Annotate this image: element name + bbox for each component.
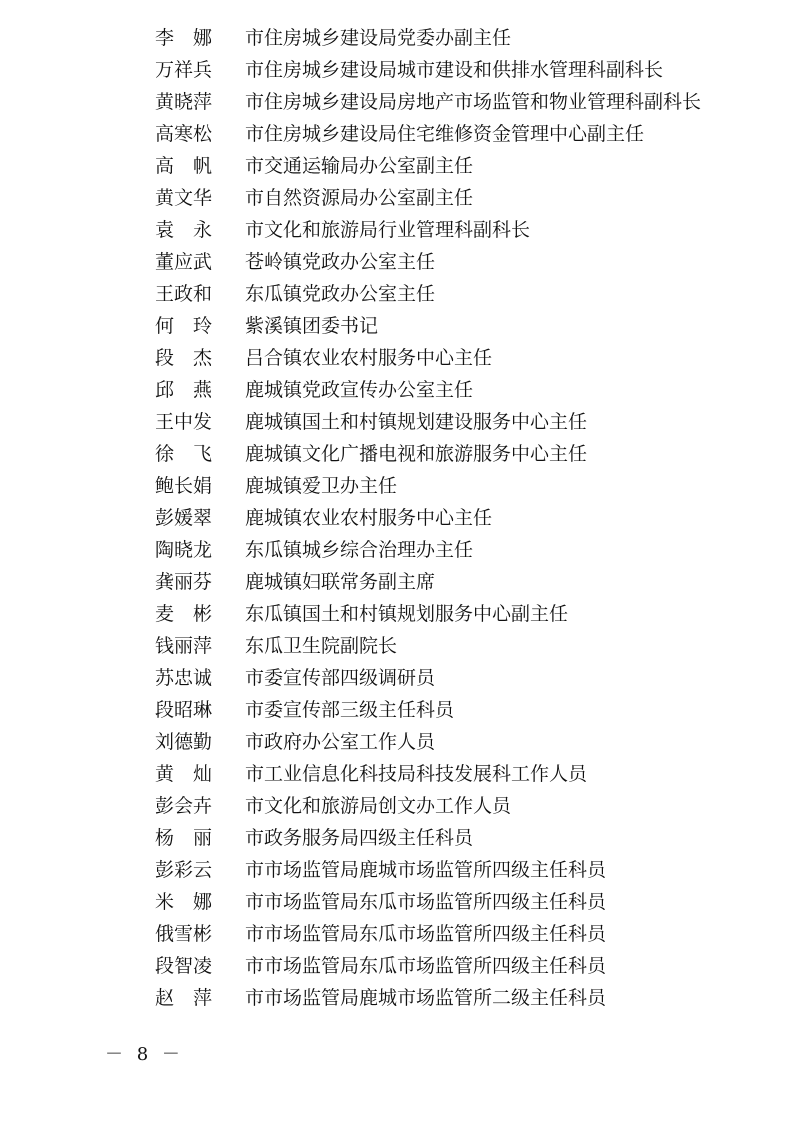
list-item [155,982,755,1014]
person-post: 市市场监管局东瓜市场监管所四级主任科员 [245,923,607,945]
person-post: 市市场监管局鹿城市场监管所二级主任科员 [245,987,607,1009]
person-post: 鹿城镇党政宣传办公室主任 [245,379,474,401]
list-item [155,662,755,694]
list-item [155,342,755,374]
person-post: 市市场监管局东瓜市场监管所四级主任科员 [245,955,607,977]
list-item [155,406,755,438]
person-post: 市市场监管局鹿城市场监管所四级主任科员 [245,859,607,881]
person-name: 高寒松 [155,123,213,145]
list-item [155,694,755,726]
person-post: 鹿城镇国土和村镇规划建设服务中心主任 [245,411,588,433]
person-post: 市工业信息化科技局科技发展科工作人员 [245,763,588,785]
person-post: 市市场监管局东瓜市场监管所四级主任科员 [245,891,607,913]
person-name: 赵 萍 [155,987,213,1009]
person-name: 袁 永 [155,219,213,241]
person-name: 王政和 [155,283,213,305]
person-post: 鹿城镇爱卫办主任 [245,475,398,497]
person-post: 吕合镇农业农村服务中心主任 [245,347,493,369]
list-item [155,726,755,758]
list-item [155,150,755,182]
person-name: 徐 飞 [155,443,213,465]
person-post: 紫溪镇团委书记 [245,315,379,337]
list-item [155,566,755,598]
person-name: 彭彩云 [155,859,213,881]
list-item [155,22,755,54]
person-name: 彭会卉 [155,795,213,817]
person-name: 彭媛翠 [155,507,213,529]
person-post: 市住房城乡建设局住宅维修资金管理中心副主任 [245,123,645,145]
person-post: 市住房城乡建设局党委办副主任 [245,27,512,49]
person-name: 高 帆 [155,155,213,177]
person-name: 刘德勤 [155,731,213,753]
person-post: 市政府办公室工作人员 [245,731,436,753]
person-post: 市住房城乡建设局房地产市场监管和物业管理科副科长 [245,91,702,113]
person-post: 市文化和旅游局创文办工作人员 [245,795,512,817]
list-item [155,86,755,118]
list-item [155,310,755,342]
list-item [155,886,755,918]
list-item [155,470,755,502]
person-post: 市交通运输局办公室副主任 [245,155,474,177]
person-post: 市住房城乡建设局城市建设和供排水管理科副科长 [245,59,664,81]
person-name: 万祥兵 [155,59,213,81]
person-post: 鹿城镇农业农村服务中心主任 [245,507,493,529]
list-item [155,598,755,630]
person-name: 李 娜 [155,27,213,49]
personnel-list [155,22,755,1014]
list-item [155,54,755,86]
person-post: 东瓜卫生院副院长 [245,635,398,657]
list-item [155,118,755,150]
person-name: 段智凌 [155,955,213,977]
page-number: － 8 － [105,1044,184,1065]
person-name: 王中发 [155,411,213,433]
list-item [155,502,755,534]
list-item [155,374,755,406]
person-name: 黄 灿 [155,763,213,785]
person-name: 董应武 [155,251,213,273]
list-item [155,854,755,886]
person-post: 市文化和旅游局行业管理科副科长 [245,219,531,241]
person-post: 市自然资源局办公室副主任 [245,187,474,209]
person-name: 钱丽萍 [155,635,213,657]
list-item [155,534,755,566]
person-name: 鲍长娟 [155,475,213,497]
list-item [155,822,755,854]
person-name: 黄文华 [155,187,213,209]
list-item [155,278,755,310]
person-name: 苏忠诚 [155,667,213,689]
person-post: 鹿城镇文化广播电视和旅游服务中心主任 [245,443,588,465]
person-post: 东瓜镇城乡综合治理办主任 [245,539,474,561]
list-item [155,182,755,214]
person-post: 市委宣传部三级主任科员 [245,699,455,721]
person-name: 何 玲 [155,315,213,337]
person-post: 鹿城镇妇联常务副主席 [245,571,436,593]
list-item [155,918,755,950]
person-name: 杨 丽 [155,827,213,849]
person-name: 邱 燕 [155,379,213,401]
person-name: 黄晓萍 [155,91,213,113]
person-name: 米 娜 [155,891,213,913]
person-name: 段昭琳 [155,699,213,721]
list-item [155,790,755,822]
person-post: 东瓜镇党政办公室主任 [245,283,436,305]
person-name: 陶晓龙 [155,539,213,561]
person-post: 市委宣传部四级调研员 [245,667,436,689]
person-post: 苍岭镇党政办公室主任 [245,251,436,273]
list-item [155,630,755,662]
list-item [155,214,755,246]
person-post: 东瓜镇国土和村镇规划服务中心副主任 [245,603,569,625]
list-item [155,246,755,278]
person-name: 俄雪彬 [155,923,213,945]
list-item [155,438,755,470]
person-name: 段 杰 [155,347,213,369]
person-name: 龚丽芬 [155,571,213,593]
list-item [155,950,755,982]
person-post: 市政务服务局四级主任科员 [245,827,474,849]
person-name: 麦 彬 [155,603,213,625]
list-item [155,758,755,790]
